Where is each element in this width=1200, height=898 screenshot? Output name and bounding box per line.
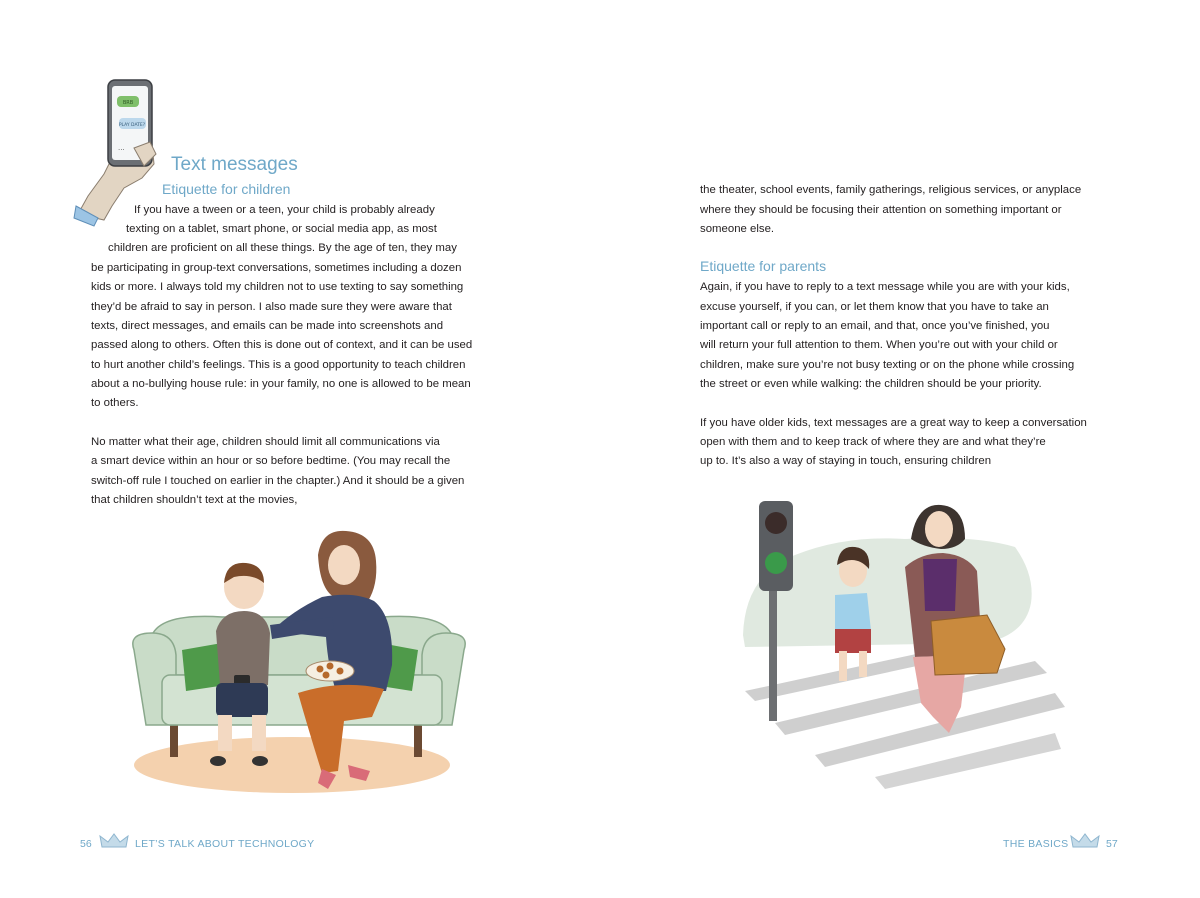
body-line: the theater, school events, family gatherings, religious services, or anyplace: [700, 184, 1082, 196]
right-page: [600, 0, 1200, 898]
body-line: the street or even while walking: the children should be your priority.: [700, 378, 1042, 390]
body-line: will return your full attention to them. When you’re out with your child or: [700, 339, 1058, 351]
subtitle-children: Etiquette for children: [162, 181, 291, 197]
family-sofa-illustration: [122, 525, 472, 805]
body-line: children, make sure you’re not busy texting or on the phone while crossing: [700, 359, 1075, 371]
crosswalk-illustration: [735, 495, 1065, 795]
page-number: 56: [80, 838, 92, 850]
body-line: to hurt another child’s feelings. This is a good opportunity to teach children: [91, 359, 466, 371]
body-line: If you have older kids, text messages are a great way to keep a conversation: [700, 417, 1087, 429]
body-line: passed along to others. Often this is done out of context, and it can be used: [91, 339, 473, 351]
body-line: that children shouldn’t text at the movies,: [91, 494, 298, 506]
running-head: THE BASICS: [1003, 838, 1069, 850]
body-line: they’d be afraid to say in person. I also made sure they were aware that: [91, 301, 452, 313]
body-line: No matter what their age, children should limit all communications via: [91, 436, 440, 448]
body-line: important call or reply to an email, and that, once you’ve finished, you: [700, 320, 1050, 332]
subtitle-parents: Etiquette for parents: [700, 258, 827, 274]
body-line: kids or more. I always told my children not to use texting to say something: [91, 281, 464, 293]
phone-bubble-1: BRB: [122, 100, 134, 106]
body-line: open with them and to keep track of where they are and what they’re: [700, 436, 1046, 448]
body-line: about a no-bullying house rule: in your family, no one is allowed to be mean: [91, 378, 471, 390]
body-line: If you have a tween or a teen, your child is probably already: [134, 204, 435, 216]
body-line: where they should be focusing their attention on something important or: [700, 204, 1062, 216]
body-line: texting on a tablet, smart phone, or social media app, as most: [126, 223, 437, 235]
body-line: excuse yourself, if you can, or let them know that you have to take an: [700, 301, 1049, 313]
body-line: switch-off rule I touched on earlier in the chapter.) And it should be a given: [91, 475, 465, 487]
body-line: texts, direct messages, and emails can be made into screenshots and: [91, 320, 444, 332]
body-line: a smart device within an hour or so before bedtime. (You may recall the: [91, 455, 451, 467]
phone-bubble-2: PLAY DATE?: [118, 123, 146, 128]
running-head: LET’S TALK ABOUT TECHNOLOGY: [135, 838, 315, 850]
body-line: children are proficient on all these things. By the age of ten, they may: [108, 242, 457, 254]
section-title: Text messages: [171, 154, 298, 175]
body-line: to others.: [91, 397, 139, 409]
body-line: be participating in group-text conversations, sometimes including a dozen: [91, 262, 462, 274]
crown-icon: [99, 834, 129, 850]
phone-bubble-3: ...: [118, 144, 125, 152]
body-line: up to. It’s also a way of staying in touch, ensuring children: [700, 455, 992, 467]
body-line: Again, if you have to reply to a text message while you are with your kids,: [700, 281, 1070, 293]
page-number: 57: [1106, 838, 1118, 850]
crown-icon: [1070, 834, 1100, 850]
body-line: someone else.: [700, 223, 775, 235]
